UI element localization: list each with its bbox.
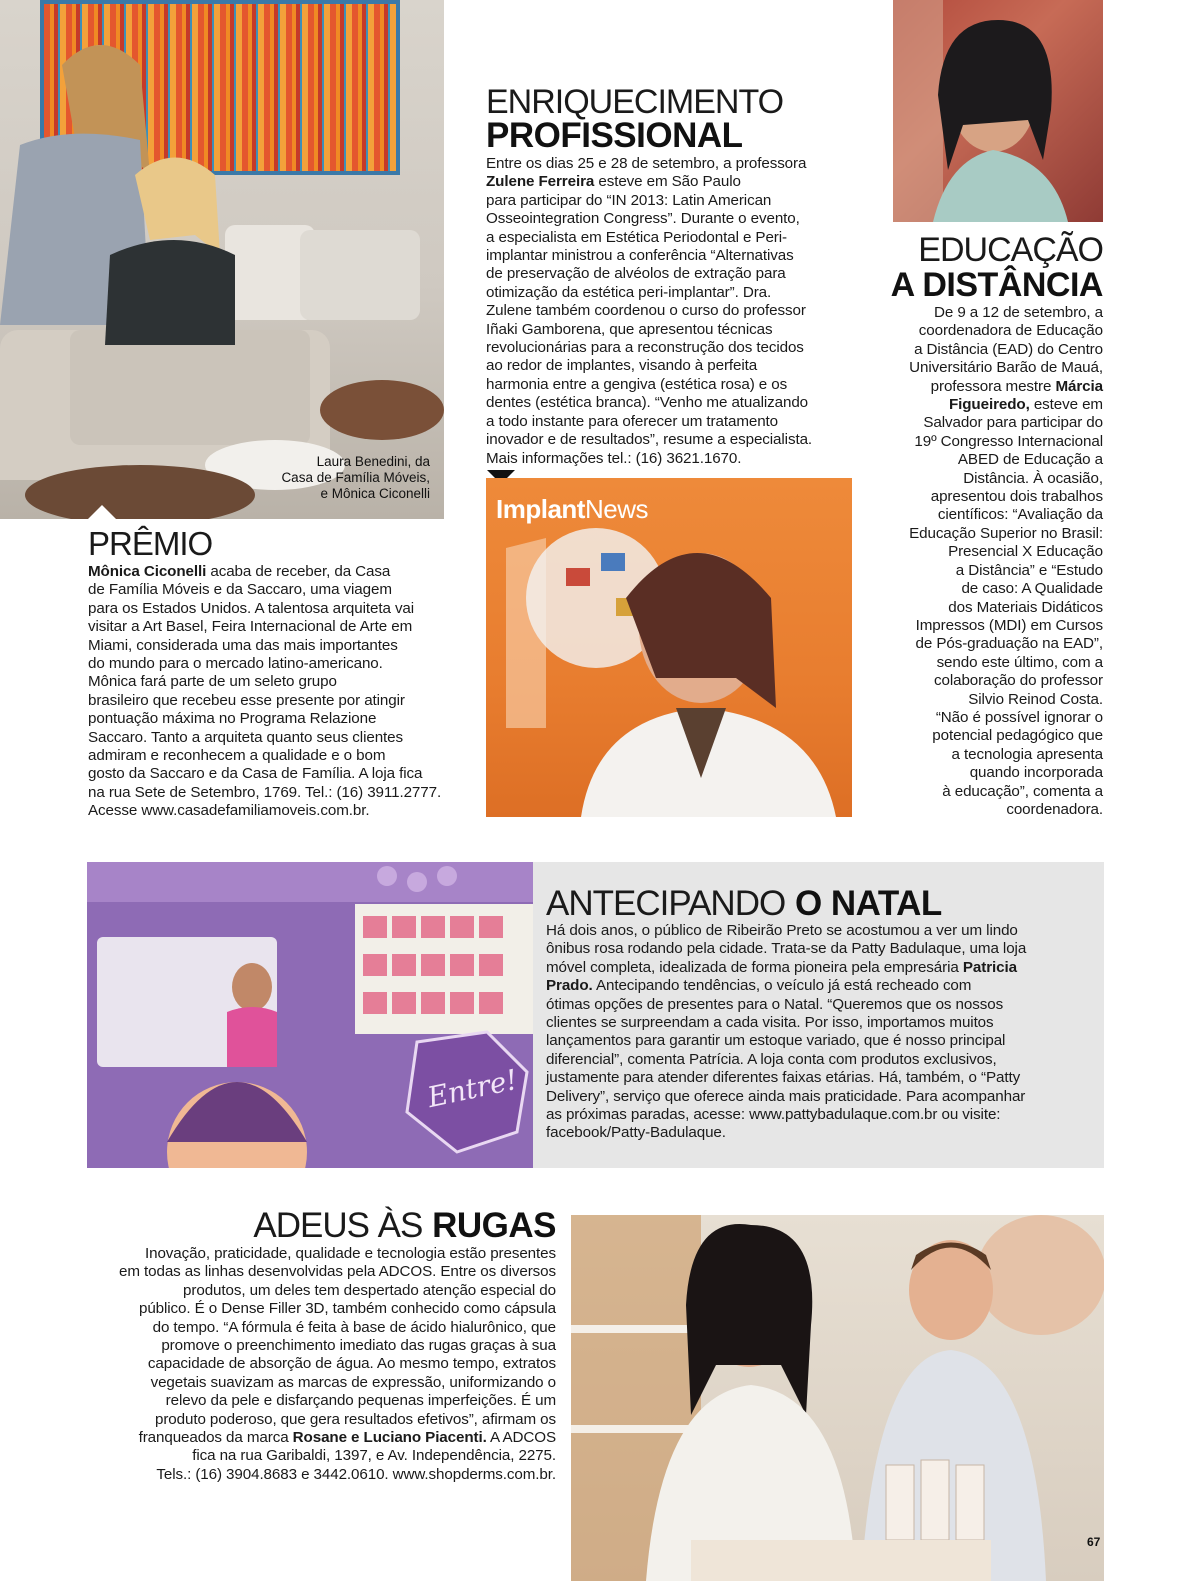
educacao-line: potencial pedagógico que (932, 727, 1103, 745)
educacao-line: coordenadora de Educação (918, 322, 1103, 340)
photo-implantnews (486, 478, 852, 817)
rugas-line: público. É o Dense Filler 3D, também conhecido como cápsula (138, 1300, 556, 1318)
educacao-line: 19º Congresso Internacional (914, 432, 1103, 450)
premio-line: visitar a Art Basel, Feira Internacional de Arte em (88, 618, 413, 636)
photo-marcia (893, 0, 1103, 222)
educacao-line: dos Materiais Didáticos (948, 598, 1103, 616)
educacao-line: científicos: “Avaliação da (937, 506, 1103, 524)
enriquecimento-line: Zulene também coordenou o curso do professor (486, 302, 806, 320)
woman-seated (95, 145, 235, 345)
natal-article (546, 922, 1091, 1143)
educacao-line: Silvio Reinod Costa. (968, 690, 1103, 708)
enriquecimento-line: inovador e de resultados”, resume a especialista. (486, 431, 813, 449)
premio-article (88, 563, 448, 821)
rugas-line: Tels.: (16) 3904.8683 e 3442.0610. www.shopderms.com.br. (156, 1465, 556, 1483)
premio-line: gosto da Saccaro e da Casa de Família. A loja fica (88, 765, 423, 783)
educacao-line: a Distância” e “Estudo (955, 561, 1103, 579)
natal-line: Prado. Antecipando tendências, o veículo já está recheado com (546, 977, 972, 995)
natal-line: lançamentos para garantir um estoque variado, que é nosso principal (546, 1032, 1006, 1050)
natal-line: ônibus rosa rodando pela cidade. Trata-se da Patty Badulaque, uma loja (546, 940, 1027, 958)
premio-line: do mundo para o mercado latino-americano. (88, 655, 383, 673)
rugas-article (84, 1245, 556, 1484)
educacao-line: a Distância (EAD) do Centro (914, 340, 1103, 358)
educacao-line: à educação”, comenta a (942, 782, 1103, 800)
rugas-line: promove o preenchimento imediato das rugas graças à sua (161, 1337, 556, 1355)
educacao-heading: EDUCAÇÃO (918, 231, 1103, 269)
profissional-heading: PROFISSIONAL (486, 116, 743, 155)
photo-rosane-luciano (571, 1215, 1104, 1581)
photo-patty-bus (87, 862, 533, 1168)
enriquecimento-line: Osseointegration Congress”. Durante o evento, (486, 210, 800, 228)
enriquecimento-line: ao redor de implantes, visando à perfeita (486, 357, 758, 375)
educacao-line: De 9 a 12 de setembro, a (934, 304, 1103, 321)
enriquecimento-line: revolucionárias para a reconstrução dos tecidos (486, 339, 804, 357)
enriquecimento-line: otimização da estética peri-implantar”. Dra. (486, 283, 772, 301)
photo-caption: Laura Benedini, da Casa de Família Móveis, e Mônica Ciconelli (281, 454, 430, 501)
enriquecimento-heading: ENRIQUECIMENTO (486, 83, 784, 121)
educacao-line: de caso: A Qualidade (961, 580, 1103, 598)
premio-line: para os Estados Unidos. A talentosa arquiteta vai (88, 599, 415, 617)
enriquecimento-line: Iñaki Gamborena, que apresentou técnicas (486, 320, 773, 338)
educacao-line: de Pós-graduação na EAD”, (915, 635, 1103, 653)
premio-line: de Família Móveis e da Saccaro, uma viagem (88, 581, 392, 599)
distancia-heading: A DISTÂNCIA (890, 266, 1103, 304)
enriquecimento-line: harmonia entre a gengiva (estética rosa) e os (486, 375, 788, 393)
premio-line: Mônica Ciconelli acaba de receber, da Casa (88, 563, 391, 580)
enriquecimento-line: implantar ministrou a conferência “Alternativas (486, 247, 794, 265)
rugas-line: franqueados da marca Rosane e Luciano Piacenti. A ADCOS (138, 1429, 556, 1447)
rugas-line: capacidade de absorção de água. Ao mesmo tempo, extratos (147, 1355, 556, 1373)
rugas-line: vegetais suavizam as marcas de expressão, uniformizando o (150, 1373, 556, 1391)
rugas-line: Inovação, praticidade, qualidade e tecnologia estão presentes (144, 1245, 556, 1262)
rugas-line: produto poderoso, que gera resultados efetivos”, afirmam os (154, 1410, 556, 1428)
educacao-line: coordenadora. (1006, 800, 1103, 818)
rugas-line: relevo da pele e disfarçando pequenas imperfeições. É um (165, 1392, 556, 1410)
educacao-line: quando incorporada (969, 764, 1103, 782)
educacao-line: apresentou dois trabalhos (930, 488, 1103, 506)
premio-line: na rua Sete de Setembro, 1769. Tel.: (16) 3911.2777. (88, 783, 442, 801)
premio-line: admiram e reconhecem a qualidade e o bom (88, 747, 386, 765)
enriquecimento-line: Entre os dias 25 e 28 de setembro, a professora (486, 155, 807, 172)
enriquecimento-article (486, 155, 856, 468)
natal-line: facebook/Patty-Badulaque. (546, 1124, 726, 1142)
natal-line: diferencial”, comenta Patrícia. A loja conta com produtos exclusivos, (546, 1050, 997, 1068)
enriquecimento-line: dentes (estética branca). “Venho me atualizando (486, 394, 809, 412)
rugas-line: do tempo. “A fórmula é feita à base de ácido hialurônico, que (152, 1318, 556, 1336)
page-number: 67 (1087, 1535, 1101, 1549)
educacao-line: Distância. À ocasião, (963, 469, 1103, 487)
educacao-line: Salvador para participar do (923, 414, 1103, 432)
educacao-line: professora mestre Márcia (930, 377, 1103, 395)
bus-sign: Entre! (424, 1062, 521, 1115)
premio-line: Acesse www.casadefamiliamoveis.com.br. (88, 802, 370, 820)
premio-line: Saccaro. Tanto a arquiteta quanto seus clientes (88, 728, 404, 746)
natal-line: ótimas opções de presentes para o Natal. “Queremos que os nossos (546, 995, 1004, 1013)
enriquecimento-line: a especialista em Estética Periodontal e Peri- (486, 228, 787, 246)
educacao-line: Educação Superior no Brasil: (909, 524, 1103, 542)
natal-line: as próximas paradas, acesse: www.pattybadulaque.com.br ou visite: (546, 1106, 1001, 1124)
caption-pointer (88, 505, 116, 519)
educacao-line: colaboração do professor (934, 672, 1103, 690)
educacao-line: Figueiredo, esteve em (948, 396, 1103, 414)
educacao-line: Impressos (MDI) em Cursos (915, 616, 1103, 634)
premio-line: Miami, considerada uma das mais importantes (88, 636, 398, 654)
rugas-line: em todas as linhas desenvolvidas pela ADCOS. Entre os diversos (119, 1263, 556, 1281)
enriquecimento-line: Mais informações tel.: (16) 3621.1670. (486, 449, 742, 467)
educacao-line: Universitário Barão de Mauá, (909, 359, 1103, 377)
premio-line: brasileiro que recebeu esse presente por atingir (88, 691, 405, 709)
enriquecimento-line: para participar do “IN 2013: Latin American (486, 191, 772, 209)
educacao-article (880, 304, 1103, 819)
rugas-line: produtos, um deles tem despertado atenção especial do (183, 1281, 556, 1299)
implantnews-logo: ImplantNews (496, 494, 648, 524)
natal-line: Delivery”, serviço que oferece ainda mais praticidade. Para acompanhar (546, 1087, 1026, 1105)
rugas-line: fica na rua Garibaldi, 1397, e Av. Independência, 2275. (192, 1447, 556, 1465)
educacao-line: ABED de Educação a (957, 451, 1103, 469)
natal-line: móvel completa, idealizada de forma pioneira pela empresária Patricia (546, 958, 1017, 976)
enriquecimento-line: a todo instante para oferecer um tratamento (486, 412, 779, 430)
educacao-line: sendo este último, com a (936, 653, 1103, 671)
natal-line: clientes se surpreendam a cada visita. Por isso, importamos muitos (546, 1014, 994, 1032)
enriquecimento-line: de preservação de alvéolos de extração para (486, 265, 786, 283)
natal-line: justamente para atender diferentes faixas etárias. Há, também, o “Patty (546, 1069, 1021, 1087)
premio-heading: PRÊMIO (88, 525, 213, 562)
enriquecimento-line: Zulene Ferreira esteve em São Paulo (486, 173, 741, 191)
premio-line: Mônica fará parte de um seleto grupo (88, 673, 337, 691)
natal-line: Há dois anos, o público de Ribeirão Preto se acostumou a ver um lindo (546, 922, 1018, 939)
rugas-heading: ADEUS ÀS RUGAS (253, 1206, 556, 1245)
educacao-line: Presencial X Educação (948, 543, 1103, 561)
photo-living-room (0, 0, 444, 519)
educacao-line: a tecnologia apresenta (951, 745, 1103, 763)
premio-line: pontuação máxima no Programa Relazione (88, 710, 377, 728)
educacao-line: “Não é possível ignorar o (935, 708, 1103, 726)
natal-heading: ANTECIPANDO O NATAL (546, 884, 942, 923)
